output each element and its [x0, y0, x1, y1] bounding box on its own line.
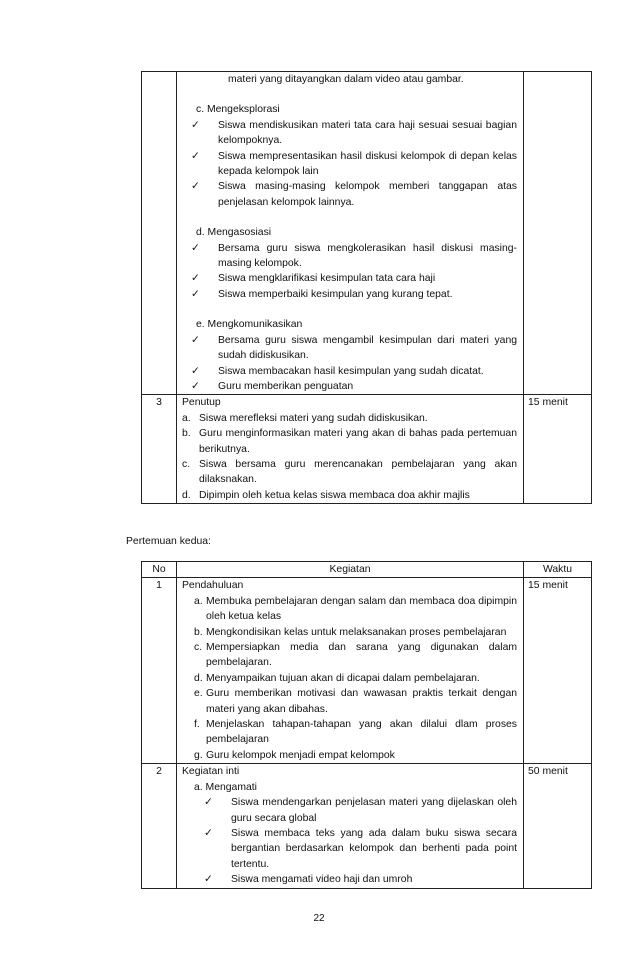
list-item: b. Mengkondisikan kelas untuk melaksanakan proses pembelajaran — [194, 626, 507, 638]
list-item: ✓ Siswa mendengarkan penjelasan materi yang dijelaskan oleh guru secara global — [204, 797, 517, 824]
list-item: a. Membuka pembelajaran dengan salam dan membaca doa dipimpin oleh ketua kelas — [194, 595, 517, 623]
table-header-row — [142, 562, 592, 578]
checkmark-icon: ✓ — [191, 150, 200, 162]
checkmark-icon: ✓ — [204, 797, 213, 809]
list-item: ✓ Siswa mengamati video haji dan umroh — [182, 872, 517, 887]
checkmark-icon: ✓ — [191, 380, 200, 392]
row-title: Pendahuluan — [182, 580, 244, 592]
row-number: 2 — [142, 764, 177, 888]
checkmark-icon: ✓ — [191, 181, 200, 193]
duration-cell — [524, 72, 592, 395]
list-item: ✓ Siswa mempresentasikan hasil diskusi kelompok di depan kelas kepada kelompok lain — [191, 150, 517, 178]
section-label: c. Mengeksplorasi — [196, 104, 280, 116]
checkmark-icon: ✓ — [204, 874, 213, 886]
checkmark-icon: ✓ — [191, 288, 200, 300]
list-item: e. Guru memberikan motivasi dan wawasan praktis terkait dengan materi yang akan dibahas. — [194, 688, 517, 715]
table-row — [142, 395, 592, 504]
checkmark-icon: ✓ — [191, 119, 200, 131]
list-item: ✓ Siswa mengklarifikasi kesimpulan tata cara haji — [182, 271, 517, 286]
checkmark-icon: ✓ — [204, 827, 213, 839]
list-item: c. Siswa bersama guru merencanakan pembelajaran yang akan dilaksnakan. — [182, 458, 517, 486]
list-item: b. Guru menginformasikan materi yang akan di bahas pada pertemuan berikutnya. — [182, 428, 517, 455]
duration-cell: 15 menit — [524, 395, 592, 504]
checkmark-icon: ✓ — [191, 273, 200, 285]
row-number: 3 — [142, 395, 177, 504]
activity-cell — [177, 764, 524, 888]
duration-cell: 50 menit — [524, 764, 592, 888]
list-item: g. Guru kelompok menjadi empat kelompok — [194, 749, 395, 761]
section-heading: Pertemuan kedua: — [126, 536, 211, 547]
row-title: Kegiatan inti — [182, 766, 240, 778]
table-row — [142, 764, 592, 888]
table-row — [142, 578, 592, 764]
list-item: c. Mempersiapkan media dan sarana yang digunakan dalam pembelajaran. — [194, 642, 517, 669]
row-number: 1 — [142, 578, 177, 764]
list-item: ✓ Guru memberikan penguatan — [182, 379, 517, 394]
section-label: a. Mengamati — [194, 781, 257, 793]
list-item: ✓ Bersama guru siswa mengambil kesimpulan dari materi yang sudah didiskusikan. — [191, 334, 517, 362]
activity-table-continued — [141, 71, 592, 504]
activity-cell — [177, 578, 524, 764]
list-item: d. Menyampaikan tujuan akan di dicapai dalam pembelajaran. — [194, 672, 480, 684]
activity-cell — [177, 395, 524, 504]
section-label: e. Mengkomunikasikan — [196, 319, 303, 331]
section-label: d. Mengasosiasi — [196, 227, 272, 239]
row-number — [142, 72, 177, 395]
page-number: 22 — [313, 913, 325, 924]
list-item: ✓ Siswa membaca teks yang ada dalam buku siswa secara bergantian berdasarkan kelompok dan berhenti pada point tertentu. — [204, 827, 517, 870]
checkmark-icon: ✓ — [191, 365, 200, 377]
row-title: Penutup — [182, 397, 221, 409]
list-item: d. Dipimpin oleh ketua kelas siswa membaca doa akhir majlis — [182, 489, 470, 501]
activity-table-second-meeting — [141, 561, 592, 889]
list-item: ✓ Siswa memperbaiki kesimpulan yang kurang tepat. — [182, 287, 517, 302]
column-header-no: No — [142, 562, 177, 578]
table-row — [142, 72, 592, 395]
column-header-kegiatan: Kegiatan — [177, 562, 524, 578]
list-item: ✓ Siswa membacakan hasil kesimpulan yang sudah dicatat. — [182, 364, 517, 379]
continued-text: materi yang ditayangkan dalam video atau gambar. — [228, 74, 464, 85]
activity-cell — [177, 72, 524, 395]
list-item: ✓ Siswa masing-masing kelompok memberi tanggapan atas penjelasan kelompok lainnya. — [191, 181, 517, 208]
checkmark-icon: ✓ — [191, 242, 200, 254]
list-item: ✓ Bersama guru siswa mengkolerasikan hasil diskusi masing-masing kelompok. — [191, 242, 517, 270]
list-item: ✓ Siswa mendiskusikan materi tata cara haji sesuai sesuai bagian kelompoknya. — [191, 119, 517, 147]
list-item: f. Menjelaskan tahapan-tahapan yang akan dilalui dlam proses pembelajaran — [194, 719, 517, 746]
column-header-waktu: Waktu — [524, 562, 592, 578]
list-item: a. Siswa merefleksi materi yang sudah didiskusikan. — [182, 412, 428, 424]
duration-cell: 15 menit — [524, 578, 592, 764]
checkmark-icon: ✓ — [191, 334, 200, 346]
